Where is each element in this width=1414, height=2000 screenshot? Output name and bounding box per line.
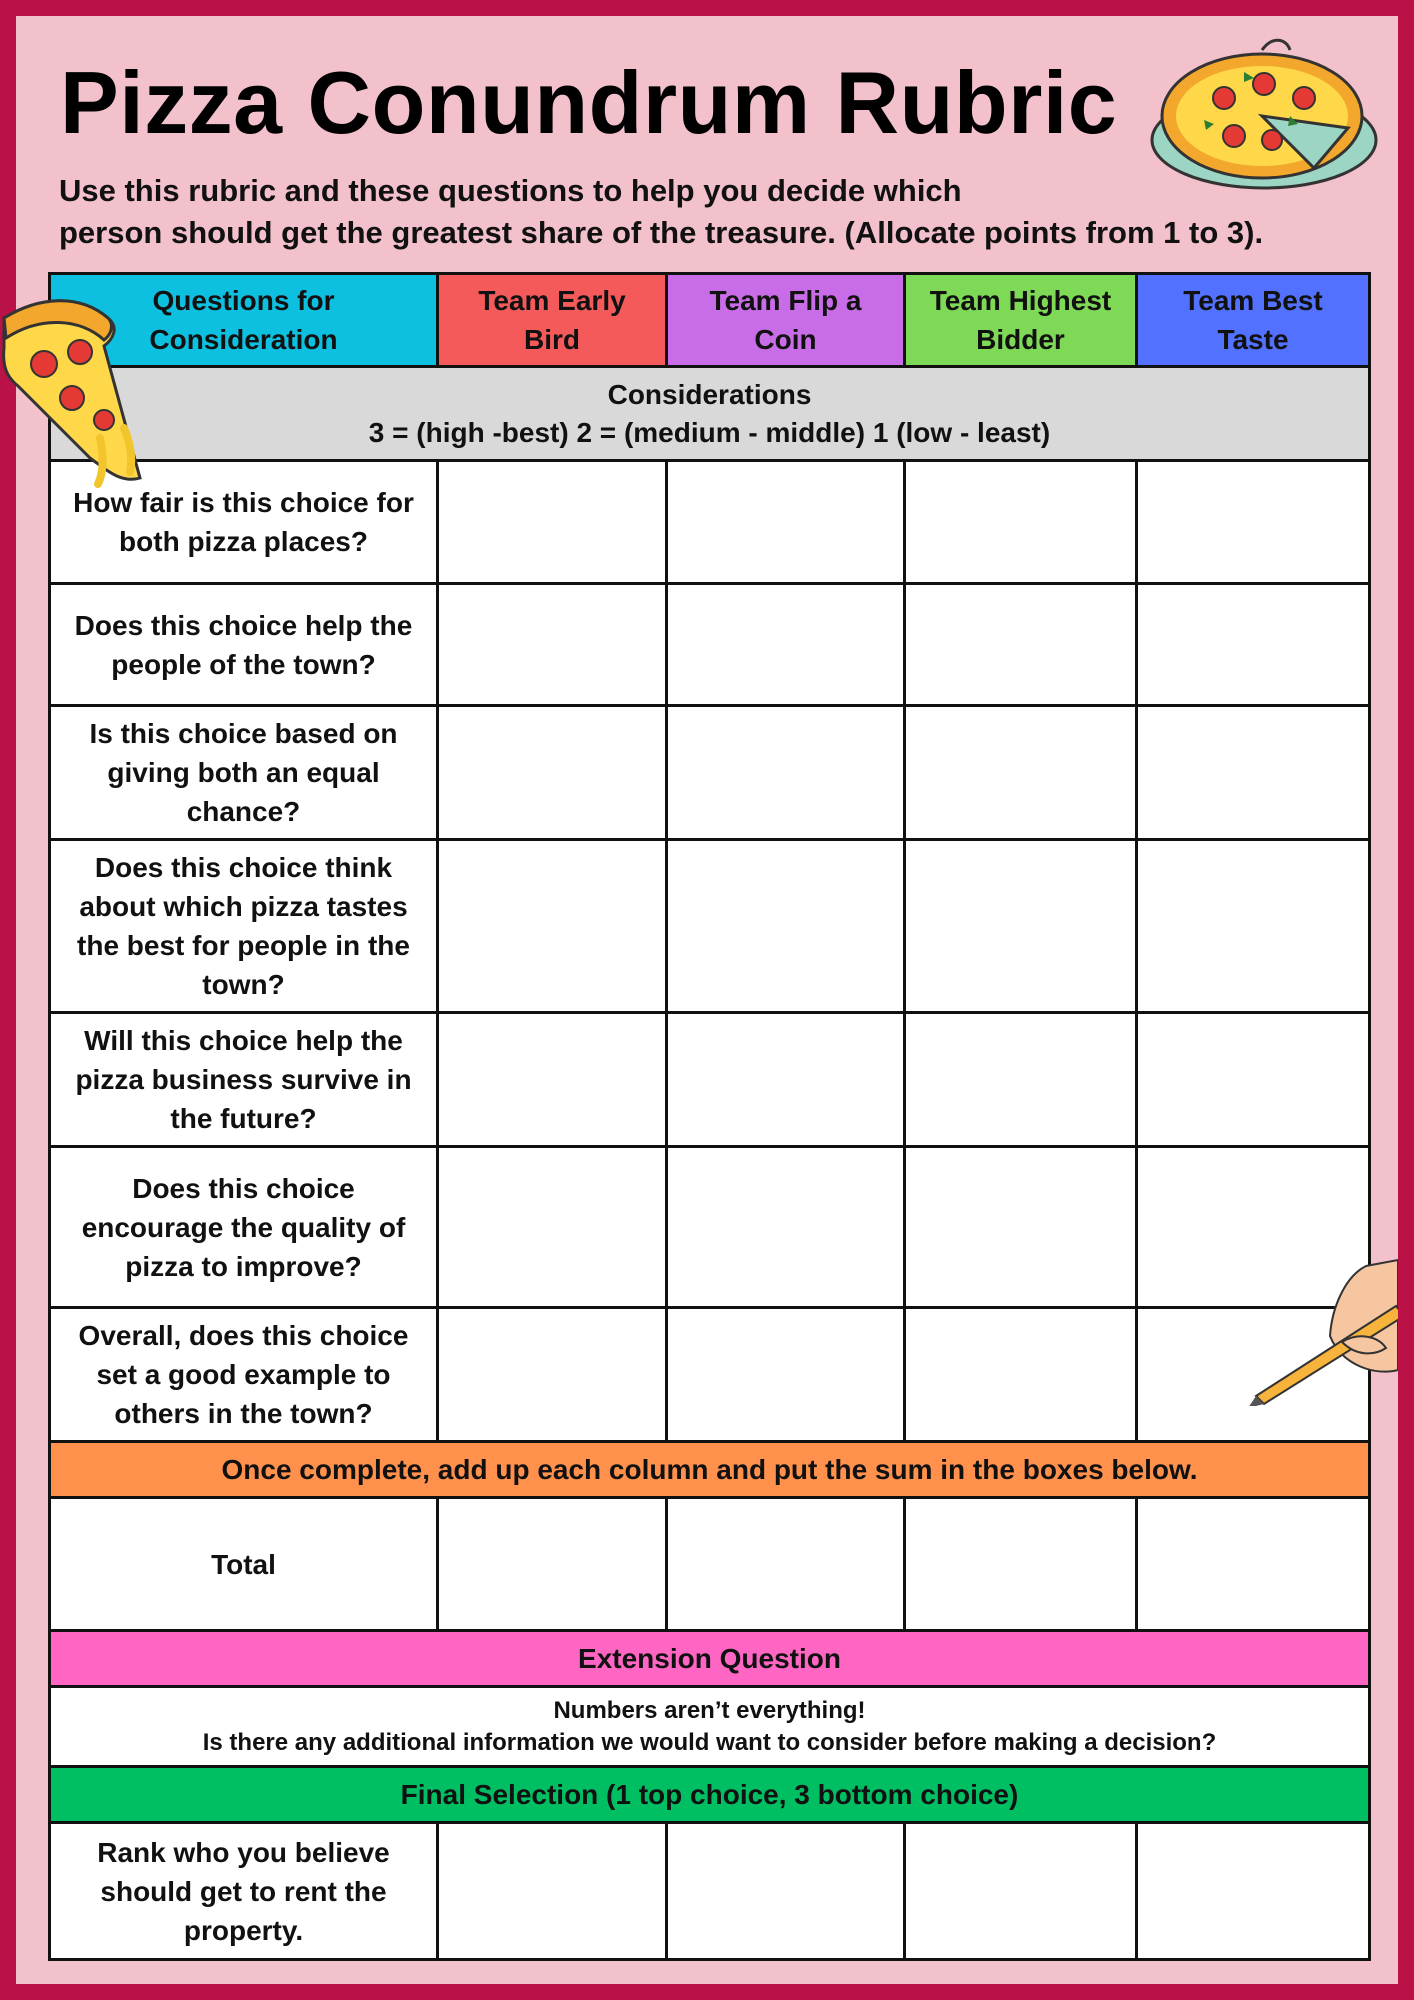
question-cell: Does this choice encourage the quality of pizza to improve?	[50, 1147, 438, 1308]
rank-cell[interactable]	[438, 1823, 667, 1960]
rubric-table	[48, 272, 1371, 1961]
rank-cell[interactable]	[667, 1823, 905, 1960]
extension-line-2: Is there any additional information we would want to consider before making a decision?	[202, 1728, 1217, 1756]
pizza-slice-icon	[0, 288, 170, 498]
page-title: Pizza Conundrum Rubric	[60, 53, 1118, 152]
score-cell[interactable]	[667, 461, 905, 584]
score-cell[interactable]	[905, 1147, 1137, 1308]
sum-instruction-banner: Once complete, add up each column and put the sum in the boxes below.	[50, 1442, 1370, 1498]
score-cell[interactable]	[438, 461, 667, 584]
score-cell[interactable]	[1137, 584, 1370, 706]
considerations-row	[50, 367, 1370, 461]
score-cell[interactable]	[667, 840, 905, 1013]
worksheet-page	[16, 16, 1398, 1984]
total-label: Total	[50, 1498, 438, 1631]
question-cell: Is this choice based on giving both an equal chance?	[50, 706, 438, 840]
score-cell[interactable]	[905, 461, 1137, 584]
question-cell: Overall, does this choice set a good example to others in the town?	[50, 1308, 438, 1442]
rank-prompt: Rank who you believe should get to rent the property.	[50, 1823, 438, 1960]
pizza-plate-icon	[1144, 32, 1384, 202]
team-best-taste-header: Team Best Taste	[1137, 274, 1370, 367]
score-cell[interactable]	[667, 584, 905, 706]
questions-header: Questions for Consideration	[50, 274, 438, 367]
team-highest-bidder-header: Team Highest Bidder	[905, 274, 1137, 367]
table-row	[50, 584, 1370, 706]
final-selection-title: Final Selection (1 top choice, 3 bottom choice)	[50, 1767, 1370, 1823]
sum-instruction-row	[50, 1442, 1370, 1498]
table-row	[50, 461, 1370, 584]
score-cell[interactable]	[905, 1013, 1137, 1147]
score-cell[interactable]	[905, 840, 1137, 1013]
final-selection-title-row	[50, 1767, 1370, 1823]
score-cell[interactable]	[667, 1147, 905, 1308]
considerations-title: Considerations	[607, 378, 812, 410]
score-cell[interactable]	[667, 1308, 905, 1442]
score-cell[interactable]	[905, 1308, 1137, 1442]
instructions-line-2: person should get the greatest share of the treasure. (Allocate points from 1 to 3).	[59, 215, 1264, 250]
table-row	[50, 1013, 1370, 1147]
pencil-hand-icon	[1246, 1246, 1398, 1406]
score-cell[interactable]	[438, 1147, 667, 1308]
total-cell[interactable]	[667, 1498, 905, 1631]
question-cell: Does this choice help the people of the town?	[50, 584, 438, 706]
team-early-bird-header: Team Early Bird	[438, 274, 667, 367]
table-row	[50, 840, 1370, 1013]
table-row	[50, 1308, 1370, 1442]
score-cell[interactable]	[667, 706, 905, 840]
score-cell[interactable]	[1137, 840, 1370, 1013]
score-cell[interactable]	[438, 1308, 667, 1442]
score-cell[interactable]	[1137, 706, 1370, 840]
total-cell[interactable]	[905, 1498, 1137, 1631]
table-row	[50, 1147, 1370, 1308]
rank-cell[interactable]	[1137, 1823, 1370, 1960]
question-cell: How fair is this choice for both pizza places?	[50, 461, 438, 584]
score-cell[interactable]	[1137, 461, 1370, 584]
question-cell: Will this choice help the pizza business survive in the future?	[50, 1013, 438, 1147]
extension-question-row	[50, 1687, 1370, 1767]
instructions-line-1: Use this rubric and these questions to help you decide which	[59, 173, 962, 208]
total-row	[50, 1498, 1370, 1631]
extension-title-row	[50, 1631, 1370, 1687]
score-cell[interactable]	[438, 584, 667, 706]
table-row	[50, 706, 1370, 840]
total-cell[interactable]	[438, 1498, 667, 1631]
team-flip-a-coin-header: Team Flip a Coin	[667, 274, 905, 367]
score-cell[interactable]	[438, 1013, 667, 1147]
question-cell: Does this choice think about which pizza tastes the best for people in the town?	[50, 840, 438, 1013]
extension-question	[50, 1687, 1370, 1767]
score-cell[interactable]	[667, 1013, 905, 1147]
rank-cell[interactable]	[905, 1823, 1137, 1960]
extension-title: Extension Question	[50, 1631, 1370, 1687]
rank-row	[50, 1823, 1370, 1960]
score-cell[interactable]	[1137, 1013, 1370, 1147]
considerations-scale: 3 = (high -best) 2 = (medium - middle) 1 (low - least)	[368, 416, 1051, 448]
score-cell[interactable]	[438, 706, 667, 840]
score-cell[interactable]	[438, 840, 667, 1013]
extension-line-1: Numbers aren’t everything!	[553, 1696, 866, 1724]
considerations-banner	[50, 367, 1370, 461]
header-row	[50, 274, 1370, 367]
score-cell[interactable]	[905, 584, 1137, 706]
score-cell[interactable]	[905, 706, 1137, 840]
total-cell[interactable]	[1137, 1498, 1370, 1631]
